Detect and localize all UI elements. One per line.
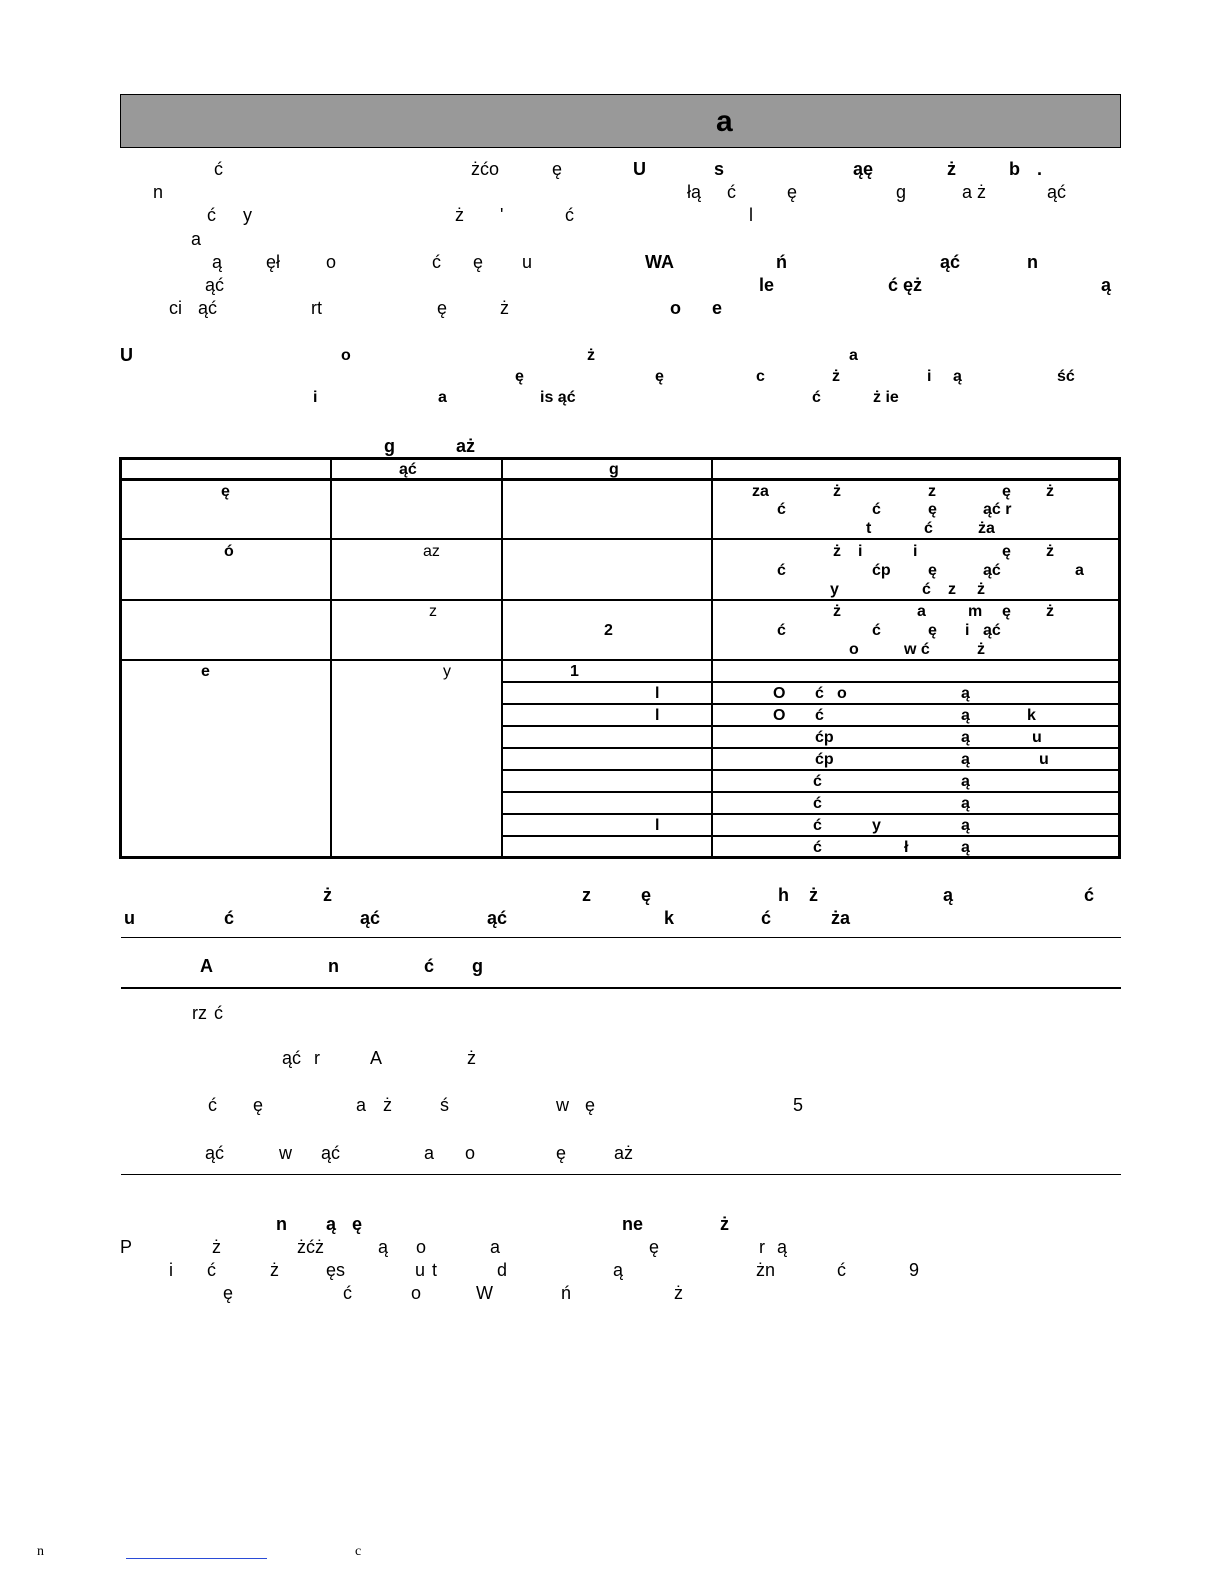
table-cell: i: [858, 543, 863, 560]
text-fragment: ć: [207, 1260, 216, 1280]
section-heading: ę: [352, 1214, 363, 1234]
text-fragment: ż: [809, 885, 818, 905]
table-border: [502, 681, 1121, 683]
table-cell: ć: [777, 501, 786, 518]
text-fragment: r: [759, 1237, 765, 1257]
text-fragment: ą: [777, 1237, 788, 1257]
text-fragment: ę: [437, 298, 448, 318]
text-fragment: ąć: [205, 275, 225, 295]
table-cell: O: [773, 685, 786, 702]
table-cell: w ć: [904, 641, 930, 658]
text-fragment: ąć: [1047, 182, 1067, 202]
text-fragment: i: [927, 368, 932, 385]
text-fragment: u: [124, 908, 135, 928]
table-cell: ą: [961, 817, 970, 834]
table-cell: ż: [833, 603, 841, 620]
text-fragment: ć: [812, 389, 821, 406]
table-cell: ż: [1046, 543, 1054, 560]
table-border: [330, 457, 332, 859]
text-fragment: y: [243, 205, 252, 225]
table-cell: ąć: [983, 562, 1001, 579]
table-cell: i: [965, 622, 970, 639]
text-fragment: ą: [378, 1237, 389, 1257]
text-fragment: ć: [214, 159, 223, 179]
section-title-bar: [120, 94, 1121, 148]
table-caption: g: [384, 436, 395, 456]
list-item: a: [424, 1143, 435, 1163]
table-cell: ł: [904, 839, 909, 856]
text-fragment: u: [522, 252, 533, 272]
table-border: [501, 457, 503, 859]
text-fragment: ść: [1057, 368, 1075, 385]
table-cell: ą: [961, 773, 970, 790]
table-cell: y: [872, 817, 881, 834]
table-cell: ćp: [815, 751, 834, 768]
text-fragment: ą: [943, 885, 954, 905]
footer-link-underline[interactable]: [126, 1558, 267, 1559]
text-fragment: ąę: [853, 159, 874, 179]
text-fragment: n: [328, 956, 339, 976]
text-fragment: z: [582, 885, 591, 905]
text-fragment: ąć: [487, 908, 508, 928]
text-fragment: n: [153, 182, 164, 202]
table-header: g: [609, 461, 619, 478]
table-cell: ć: [872, 501, 881, 518]
table-cell: y: [443, 663, 451, 680]
table-cell: o: [837, 685, 847, 702]
text-fragment: ć: [207, 205, 216, 225]
table-cell: ą: [961, 795, 970, 812]
text-fragment: ': [500, 205, 504, 225]
table-border: [119, 659, 1121, 661]
text-fragment: k: [664, 908, 675, 928]
text-fragment: i: [313, 389, 318, 406]
list-item: ż: [467, 1048, 476, 1068]
table-cell: ż: [1046, 603, 1054, 620]
table-cell: t: [866, 520, 872, 537]
table-cell: l: [655, 707, 660, 724]
text-fragment: U: [633, 159, 646, 179]
text-fragment: ć: [565, 205, 574, 225]
table-border: [1118, 457, 1121, 859]
text-fragment: W: [476, 1283, 493, 1303]
text-fragment: o: [416, 1237, 427, 1257]
table-caption: aż: [456, 436, 476, 456]
text-fragment: ż: [674, 1283, 683, 1303]
text-fragment: żn: [756, 1260, 776, 1280]
text-fragment: ć ęż: [888, 275, 923, 295]
section-heading: ne: [622, 1214, 644, 1234]
text-fragment: ę: [223, 1283, 234, 1303]
table-cell: ą: [961, 707, 970, 724]
list-item: ąć: [205, 1143, 225, 1163]
table-cell: ę: [1002, 543, 1011, 560]
table-cell: ć: [815, 707, 824, 724]
table-cell: ż: [833, 483, 841, 500]
text-fragment: l: [749, 205, 753, 225]
table-cell: ż: [833, 543, 841, 560]
table-cell: i: [913, 543, 918, 560]
text-fragment: ę: [473, 252, 484, 272]
text-fragment: P: [120, 1237, 133, 1257]
text-fragment: t: [432, 1260, 438, 1280]
text-fragment: ęs: [326, 1260, 346, 1280]
table-cell: ć: [815, 685, 824, 702]
table-cell: ć: [813, 795, 822, 812]
table-cell: ćp: [872, 562, 891, 579]
footer-text: c: [355, 1544, 362, 1559]
table-border: [119, 457, 122, 859]
text-fragment: rt: [311, 298, 322, 318]
table-border: [502, 835, 1121, 837]
text-fragment: ń: [776, 252, 787, 272]
table-cell: u: [1039, 751, 1049, 768]
text-fragment: ę: [552, 159, 563, 179]
list-item: ąć: [321, 1143, 341, 1163]
section-heading: n: [276, 1214, 287, 1234]
table-cell: ą: [961, 685, 970, 702]
text-fragment: ż: [212, 1237, 221, 1257]
table-cell: ó: [224, 543, 234, 560]
list-item: A: [370, 1048, 383, 1068]
text-fragment: o: [326, 252, 337, 272]
text-fragment: ę: [655, 368, 664, 385]
table-cell: ć: [922, 581, 931, 598]
text-fragment: g: [896, 182, 907, 202]
table-cell: a: [1075, 562, 1084, 579]
text-fragment: ą: [613, 1260, 624, 1280]
text-fragment: ci: [169, 298, 182, 318]
text-fragment: ć: [432, 252, 441, 272]
table-cell: z: [928, 483, 936, 500]
table-border: [119, 478, 1121, 481]
table-cell: O: [773, 707, 786, 724]
text-fragment: 9: [909, 1260, 920, 1280]
text-fragment: U: [120, 345, 133, 365]
table-cell: ć: [924, 520, 933, 537]
box-bottom-rule: [121, 1174, 1121, 1175]
table-cell: ć: [777, 562, 786, 579]
list-item: ż: [383, 1095, 392, 1115]
table-cell: ą: [961, 839, 970, 856]
list-item: o: [465, 1143, 476, 1163]
footer-text: n: [37, 1544, 44, 1559]
text-fragment: ć: [727, 182, 736, 202]
table-border: [119, 599, 1121, 601]
table-header: ąć: [399, 461, 417, 478]
list-item: aż: [614, 1143, 634, 1163]
text-fragment: ć: [424, 956, 435, 976]
table-cell: ż: [977, 641, 985, 658]
list-item: ć: [208, 1095, 217, 1115]
table-border: [502, 813, 1121, 815]
list-item: ć: [214, 1003, 223, 1023]
text-fragment: n: [1027, 252, 1038, 272]
table-cell: z: [429, 603, 437, 620]
table-cell: a: [917, 603, 926, 620]
text-fragment: ąć: [360, 908, 381, 928]
list-item: ś: [440, 1095, 449, 1115]
text-fragment: żćż: [297, 1237, 324, 1257]
text-fragment: ż: [587, 347, 595, 364]
text-fragment: i: [169, 1260, 173, 1280]
text-fragment: a: [438, 389, 447, 406]
list-item: ę: [585, 1095, 596, 1115]
text-fragment: a: [849, 347, 858, 364]
table-cell: ż: [977, 581, 985, 598]
table-cell: ć: [813, 773, 822, 790]
text-fragment: h: [778, 885, 789, 905]
table-border: [119, 457, 1121, 460]
table-cell: ćp: [815, 729, 834, 746]
text-fragment: ą: [953, 368, 962, 385]
text-fragment: ą: [212, 252, 223, 272]
table-cell: k: [1027, 707, 1036, 724]
list-item: r: [314, 1048, 320, 1068]
text-fragment: łą: [687, 182, 702, 202]
list-item: a: [356, 1095, 367, 1115]
list-item: ę: [556, 1143, 567, 1163]
section-heading: ż: [720, 1214, 729, 1234]
box-heading-rule: [121, 987, 1121, 989]
text-fragment: ą: [1101, 275, 1112, 295]
text-fragment: a ż: [962, 182, 987, 202]
table-border: [711, 457, 713, 859]
text-fragment: żćo: [471, 159, 500, 179]
table-cell: ę: [928, 622, 937, 639]
table-cell: ć: [777, 622, 786, 639]
text-fragment: ąć: [940, 252, 961, 272]
text-fragment: a: [490, 1237, 501, 1257]
table-cell: ć: [813, 839, 822, 856]
table-border: [502, 791, 1121, 793]
table-cell: ąć: [983, 622, 1001, 639]
text-fragment: o: [341, 347, 351, 364]
text-fragment: A: [200, 956, 213, 976]
text-fragment: ę: [787, 182, 798, 202]
text-fragment: ć: [837, 1260, 846, 1280]
text-fragment: u: [415, 1260, 426, 1280]
list-item: ąć: [282, 1048, 302, 1068]
table-border: [119, 538, 1121, 540]
text-fragment: .: [1037, 159, 1043, 179]
text-fragment: ę: [649, 1237, 660, 1257]
table-cell: ża: [978, 520, 995, 537]
text-fragment: ć: [1084, 885, 1095, 905]
text-fragment: ż: [455, 205, 464, 225]
text-fragment: ż: [832, 368, 840, 385]
table-border: [119, 856, 1121, 859]
table-cell: u: [1032, 729, 1042, 746]
table-cell: za: [752, 483, 769, 500]
table-border: [502, 725, 1121, 727]
table-cell: ż: [1046, 483, 1054, 500]
list-item: ę: [253, 1095, 264, 1115]
text-fragment: ć: [224, 908, 235, 928]
text-fragment: o: [670, 298, 681, 318]
text-fragment: s: [714, 159, 725, 179]
table-cell: e: [201, 663, 210, 680]
table-border: [502, 747, 1121, 749]
text-fragment: b: [1009, 159, 1020, 179]
text-fragment: ąć: [198, 298, 218, 318]
text-fragment: ć: [343, 1283, 352, 1303]
text-fragment: ża: [831, 908, 851, 928]
table-cell: ć: [872, 622, 881, 639]
text-fragment: is ąć: [540, 389, 576, 406]
text-fragment: ż: [270, 1260, 279, 1280]
table-cell: z: [948, 581, 956, 598]
text-fragment: ć: [761, 908, 772, 928]
table-cell: m: [968, 603, 983, 620]
text-fragment: ę: [515, 368, 524, 385]
table-cell: ąć r: [983, 501, 1012, 518]
table-cell: ę: [928, 562, 937, 579]
text-fragment: c: [756, 368, 765, 385]
text-fragment: ż: [947, 159, 956, 179]
text-fragment: ż ie: [873, 389, 899, 406]
table-cell: ę: [1002, 603, 1011, 620]
table-cell: ę: [221, 483, 230, 500]
table-cell: ą: [961, 729, 970, 746]
table-cell: 1: [570, 663, 579, 680]
table-border: [502, 703, 1121, 705]
text-fragment: ę: [641, 885, 652, 905]
table-cell: az: [423, 543, 440, 560]
table-cell: ę: [1002, 483, 1011, 500]
text-fragment: ń: [561, 1283, 572, 1303]
table-cell: l: [655, 817, 660, 834]
table-cell: ć: [813, 817, 822, 834]
section-title: a: [716, 105, 733, 138]
table-border: [502, 769, 1121, 771]
text-fragment: o: [411, 1283, 422, 1303]
list-item: rz: [192, 1003, 207, 1023]
list-item: w: [556, 1095, 569, 1115]
table-cell: o: [849, 641, 859, 658]
text-fragment: d: [497, 1260, 508, 1280]
list-item: w: [279, 1143, 292, 1163]
section-heading: ą: [326, 1214, 337, 1234]
text-fragment: g: [472, 956, 483, 976]
text-fragment: WA: [645, 252, 674, 272]
text-fragment: ęł: [266, 252, 281, 272]
table-cell: ą: [961, 751, 970, 768]
table-cell: y: [830, 581, 839, 598]
list-item: 5: [793, 1095, 804, 1115]
text-fragment: ż: [323, 885, 332, 905]
text-fragment: ż: [500, 298, 509, 318]
text-fragment: le: [759, 275, 775, 295]
box-top-rule: [121, 937, 1121, 938]
table-cell: ę: [928, 501, 937, 518]
text-fragment: e: [712, 298, 723, 318]
table-cell: l: [655, 685, 660, 702]
text-fragment: a: [191, 229, 202, 249]
table-cell: 2: [604, 622, 613, 639]
